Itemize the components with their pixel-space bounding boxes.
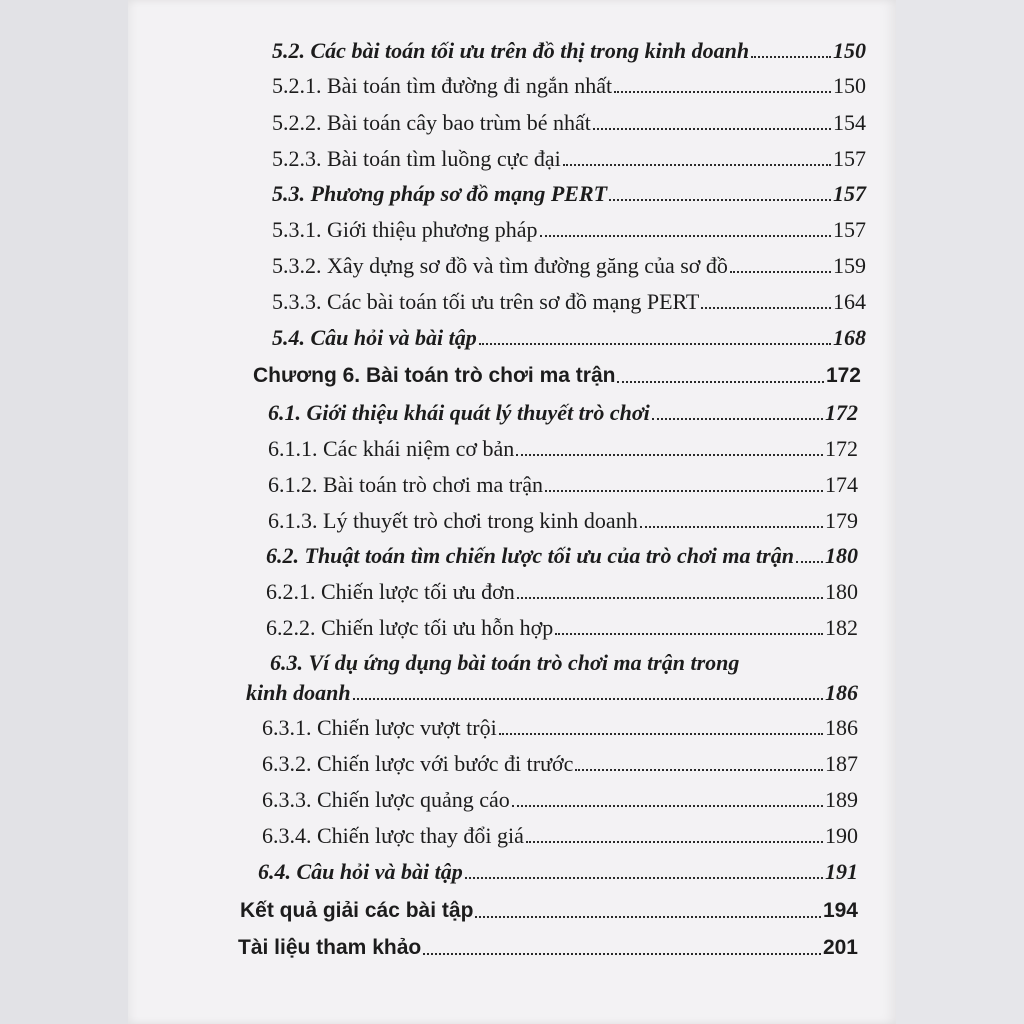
toc-num: 5.2.3.: [272, 146, 322, 171]
toc-entry-6-3-4: [262, 823, 858, 849]
toc-title: Các bài toán tối ưu trên sơ đồ mạng PERT: [327, 289, 700, 314]
toc-title: Kết quả giải các bài tập: [240, 899, 474, 922]
toc-entry-5-2-3: [272, 146, 866, 172]
leader-dots: [499, 733, 823, 735]
toc-page: 180: [825, 579, 858, 604]
toc-references: [238, 935, 858, 961]
toc-title: Câu hỏi và bài tập: [296, 859, 463, 884]
toc-title: Chiến lược quảng cáo: [317, 787, 510, 812]
toc-title: Lý thuyết trò chơi trong kinh doanh: [323, 508, 638, 533]
toc-page: 172: [825, 364, 861, 387]
toc-page: 174: [825, 472, 858, 497]
leader-dots: [609, 199, 831, 201]
toc-title: Bài toán cây bao trùm bé nhất: [327, 110, 591, 135]
toc-entry-6-3-2: [262, 751, 858, 777]
leader-dots: [545, 490, 823, 492]
toc-num: 5.3.2.: [272, 253, 322, 278]
leader-dots: [652, 418, 823, 420]
toc-entry-6-3-line1: [270, 650, 739, 676]
toc-num: 5.3.3.: [272, 289, 322, 314]
toc-num: 5.2.1.: [272, 73, 322, 98]
toc-entry-6-2: [266, 543, 858, 569]
leader-dots: [423, 953, 821, 955]
toc-num: 6.4.: [258, 859, 291, 884]
toc-num: 5.2.2.: [272, 110, 322, 135]
toc-num: 6.1.: [268, 400, 301, 425]
leader-dots: [512, 805, 823, 807]
toc-num: 6.3.3.: [262, 787, 312, 812]
background-right: [896, 0, 1024, 1024]
toc-entry-5-2: [272, 38, 866, 64]
leader-dots: [465, 877, 823, 879]
toc-page: 194: [822, 899, 858, 922]
toc-page: 168: [833, 325, 866, 350]
toc-title: Bài toán trò chơi ma trận: [323, 472, 543, 497]
toc-entry-5-4: [272, 325, 866, 351]
toc-num: 6.2.1.: [266, 579, 316, 604]
leader-dots: [517, 597, 823, 599]
toc-title: Thuật toán tìm chiến lược tối ưu của trò chơi ma trận: [304, 543, 794, 568]
toc-title: kinh doanh: [246, 680, 351, 705]
leader-dots: [516, 454, 823, 456]
leader-dots: [540, 235, 831, 237]
leader-dots: [593, 128, 831, 130]
toc-title: Ví dụ ứng dụng bài toán trò chơi ma trận trong: [308, 650, 740, 675]
toc-chapter-6: [253, 363, 861, 389]
toc-page: 191: [825, 859, 858, 884]
background-left: [0, 0, 128, 1024]
toc-page: 154: [833, 110, 866, 135]
leader-dots: [614, 91, 831, 93]
toc-page: 189: [825, 787, 858, 812]
toc-num: 6.1.2.: [268, 472, 318, 497]
toc-title: Giới thiệu phương pháp: [327, 217, 538, 242]
leader-dots: [479, 343, 831, 345]
leader-dots: [475, 916, 821, 918]
toc-num: 5.4.: [272, 325, 305, 350]
toc-title: Phương pháp sơ đồ mạng PERT: [310, 181, 608, 206]
toc-num: 6.3.: [270, 650, 303, 675]
toc-title: Các bài toán tối ưu trên đồ thị trong kinh doanh: [310, 38, 750, 63]
toc-page: 157: [833, 217, 866, 242]
toc-entry-5-3-3: [272, 289, 866, 315]
toc-entry-6-3-3: [262, 787, 858, 813]
toc-entry-6-1-1: [268, 436, 858, 462]
leader-dots: [353, 698, 823, 700]
toc-num: 5.3.1.: [272, 217, 322, 242]
toc-entry-5-2-2: [272, 110, 866, 136]
toc-entry-6-1-2: [268, 472, 858, 498]
leader-dots: [751, 56, 831, 58]
toc-page: 157: [833, 146, 866, 171]
leader-dots: [575, 769, 823, 771]
toc-entry-5-3-2: [272, 253, 866, 279]
toc-page: 179: [825, 508, 858, 533]
toc-num: 6.2.2.: [266, 615, 316, 640]
leader-dots: [640, 526, 823, 528]
toc-title: Các khái niệm cơ bản: [323, 436, 515, 461]
toc-entry-6-4: [258, 859, 858, 885]
toc-page: 201: [822, 936, 858, 959]
leader-dots: [730, 271, 831, 273]
toc-num: 6.3.1.: [262, 715, 312, 740]
toc-entry-6-3-line2: [246, 680, 858, 706]
toc-title: Bài toán tìm luồng cực đại: [327, 146, 561, 171]
leader-dots: [526, 841, 823, 843]
toc-title: Chiến lược tối ưu hỗn hợp: [321, 615, 554, 640]
toc-page: 157: [833, 181, 866, 206]
toc-entry-6-1: [268, 400, 858, 426]
leader-dots: [617, 381, 824, 383]
toc-page: 186: [825, 715, 858, 740]
toc-num: 6.1.1.: [268, 436, 318, 461]
leader-dots: [555, 633, 823, 635]
toc-entry-6-2-2: [266, 615, 858, 641]
toc-num: Chương 6.: [253, 364, 361, 387]
toc-page: 187: [825, 751, 858, 776]
toc-page: 190: [825, 823, 858, 848]
toc-entry-6-3-1: [262, 715, 858, 741]
toc-num: 6.3.4.: [262, 823, 312, 848]
toc-entry-5-3: [272, 181, 866, 207]
toc-num: 6.1.3.: [268, 508, 318, 533]
leader-dots: [563, 164, 831, 166]
toc-num: 6.2.: [266, 543, 299, 568]
toc-title: Chiến lược tối ưu đơn: [321, 579, 515, 604]
toc-title: Bài toán tìm đường đi ngắn nhất: [327, 73, 613, 98]
toc-entry-5-3-1: [272, 217, 866, 243]
toc-page: 159: [833, 253, 866, 278]
toc-title: Tài liệu tham khảo: [238, 936, 422, 959]
toc-num: 5.3.: [272, 181, 305, 206]
toc-title: Chiến lược vượt trội: [317, 715, 497, 740]
leader-dots: [796, 561, 823, 563]
toc-title: Chiến lược với bước đi trước: [317, 751, 574, 776]
toc-title: Bài toán trò chơi ma trận: [365, 364, 616, 387]
toc-title: Xây dựng sơ đồ và tìm đường găng của sơ đồ: [327, 253, 728, 278]
toc-entry-6-1-3: [268, 508, 858, 534]
toc-page: 180: [825, 543, 858, 568]
toc-page: 150: [833, 38, 866, 63]
toc-page: 150: [833, 73, 866, 98]
toc-page: 186: [825, 680, 858, 705]
toc-entry-6-2-1: [266, 579, 858, 605]
toc-page: 164: [833, 289, 866, 314]
leader-dots: [701, 307, 831, 309]
toc-title: Giới thiệu khái quát lý thuyết trò chơi: [306, 400, 650, 425]
toc-num: 6.3.2.: [262, 751, 312, 776]
toc-title: Câu hỏi và bài tập: [310, 325, 477, 350]
toc-num: 5.2.: [272, 38, 305, 63]
toc-page: 182: [825, 615, 858, 640]
toc-answers: [240, 898, 858, 924]
toc-entry-5-2-1: [272, 73, 866, 99]
toc-page: 172: [825, 436, 858, 461]
toc-title: Chiến lược thay đổi giá: [317, 823, 524, 848]
toc-page: 172: [825, 400, 858, 425]
